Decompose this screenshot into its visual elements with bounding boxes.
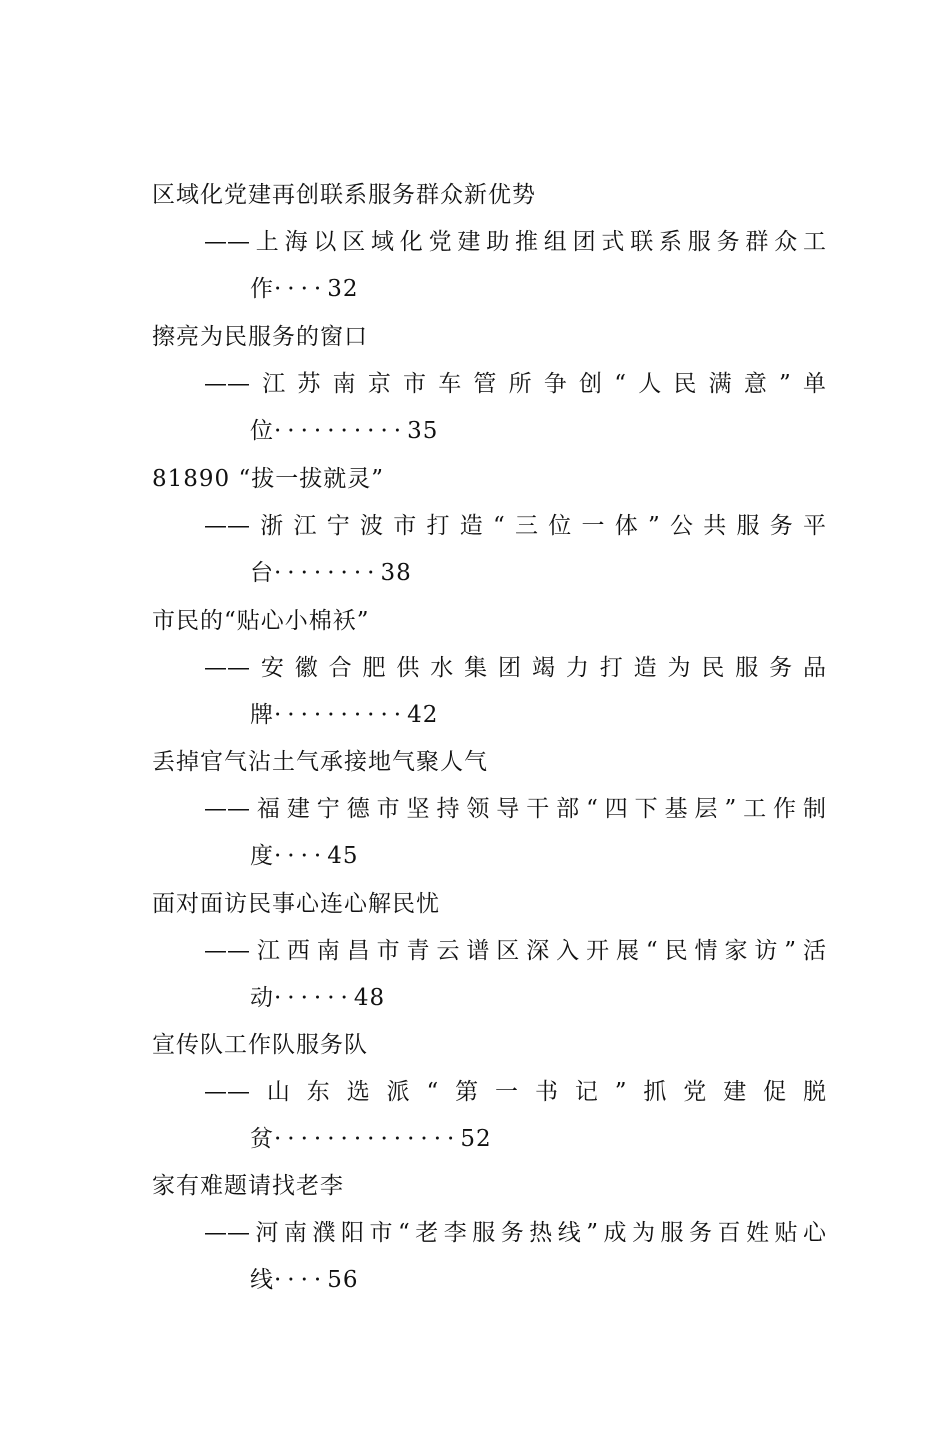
- page-number: 32: [327, 276, 359, 302]
- leader-dots: ····: [274, 1267, 328, 1293]
- entry-title: 81890 “拔一拔就灵”: [152, 466, 384, 492]
- leader-dots: ··········: [274, 702, 408, 728]
- page-number: 52: [460, 1126, 492, 1152]
- leader-dots: ····: [274, 843, 328, 869]
- entry-continuation: [250, 1124, 492, 1154]
- entry-title: 丢掉官气沾土气承接地气聚人气: [152, 749, 488, 775]
- entry-subtitle: ——山东选派“第一书记”抓党建促脱: [204, 1079, 826, 1105]
- entry-title: 区域化党建再创联系服务群众新优势: [152, 182, 536, 208]
- entry-continuation-text: 线: [250, 1267, 274, 1293]
- entry-continuation-text: 台: [250, 560, 274, 586]
- entry-subtitle: ——上海以区域化党建助推组团式联系服务群众工: [204, 229, 826, 255]
- page-number: 35: [407, 418, 439, 444]
- entry-title: 市民的“贴心小棉袄”: [152, 608, 370, 634]
- entry-subtitle: ——福建宁德市坚持领导干部“四下基层”工作制: [204, 796, 826, 822]
- entry-continuation: [250, 841, 359, 871]
- page-number: 38: [380, 560, 412, 586]
- page-number: 48: [353, 985, 386, 1011]
- page-number: 45: [327, 843, 359, 869]
- entry-subtitle: ——江苏南京市车管所争创“人民满意”单: [204, 371, 826, 397]
- leader-dots: ······: [274, 985, 354, 1011]
- entry-title: 面对面访民事心连心解民忧: [152, 891, 440, 917]
- entry-continuation-text: 作: [250, 276, 274, 302]
- entry-continuation: [250, 558, 412, 588]
- entry-subtitle: ——河南濮阳市“老李服务热线”成为服务百姓贴心: [204, 1220, 826, 1246]
- page-number: 42: [407, 702, 439, 728]
- entry-continuation: [250, 416, 438, 446]
- leader-dots: ··········: [274, 418, 408, 444]
- entry-subtitle: ——浙江宁波市打造“三位一体”公共服务平: [204, 513, 826, 539]
- entry-subtitle: ——江西南昌市青云谱区深入开展“民情家访”活: [204, 938, 826, 964]
- leader-dots: ··············: [274, 1126, 461, 1152]
- entry-title: 擦亮为民服务的窗口: [152, 324, 368, 350]
- entry-continuation: [250, 700, 438, 730]
- entry-continuation: [250, 1265, 359, 1295]
- entry-title: 宣传队工作队服务队: [152, 1032, 368, 1058]
- entry-subtitle: ——安徽合肥供水集团竭力打造为民服务品: [204, 655, 826, 681]
- entry-continuation-text: 动: [250, 985, 274, 1011]
- leader-dots: ····: [274, 276, 328, 302]
- entry-continuation-text: 贫: [250, 1126, 274, 1152]
- leader-dots: ········: [274, 560, 381, 586]
- entry-title: 家有难题请找老李: [152, 1173, 344, 1199]
- entry-continuation: [250, 983, 385, 1013]
- entry-continuation-text: 牌: [250, 702, 274, 728]
- entry-continuation: [250, 274, 359, 304]
- entry-continuation-text: 度: [250, 843, 274, 869]
- entry-continuation-text: 位: [250, 418, 274, 444]
- page-number: 56: [327, 1267, 359, 1293]
